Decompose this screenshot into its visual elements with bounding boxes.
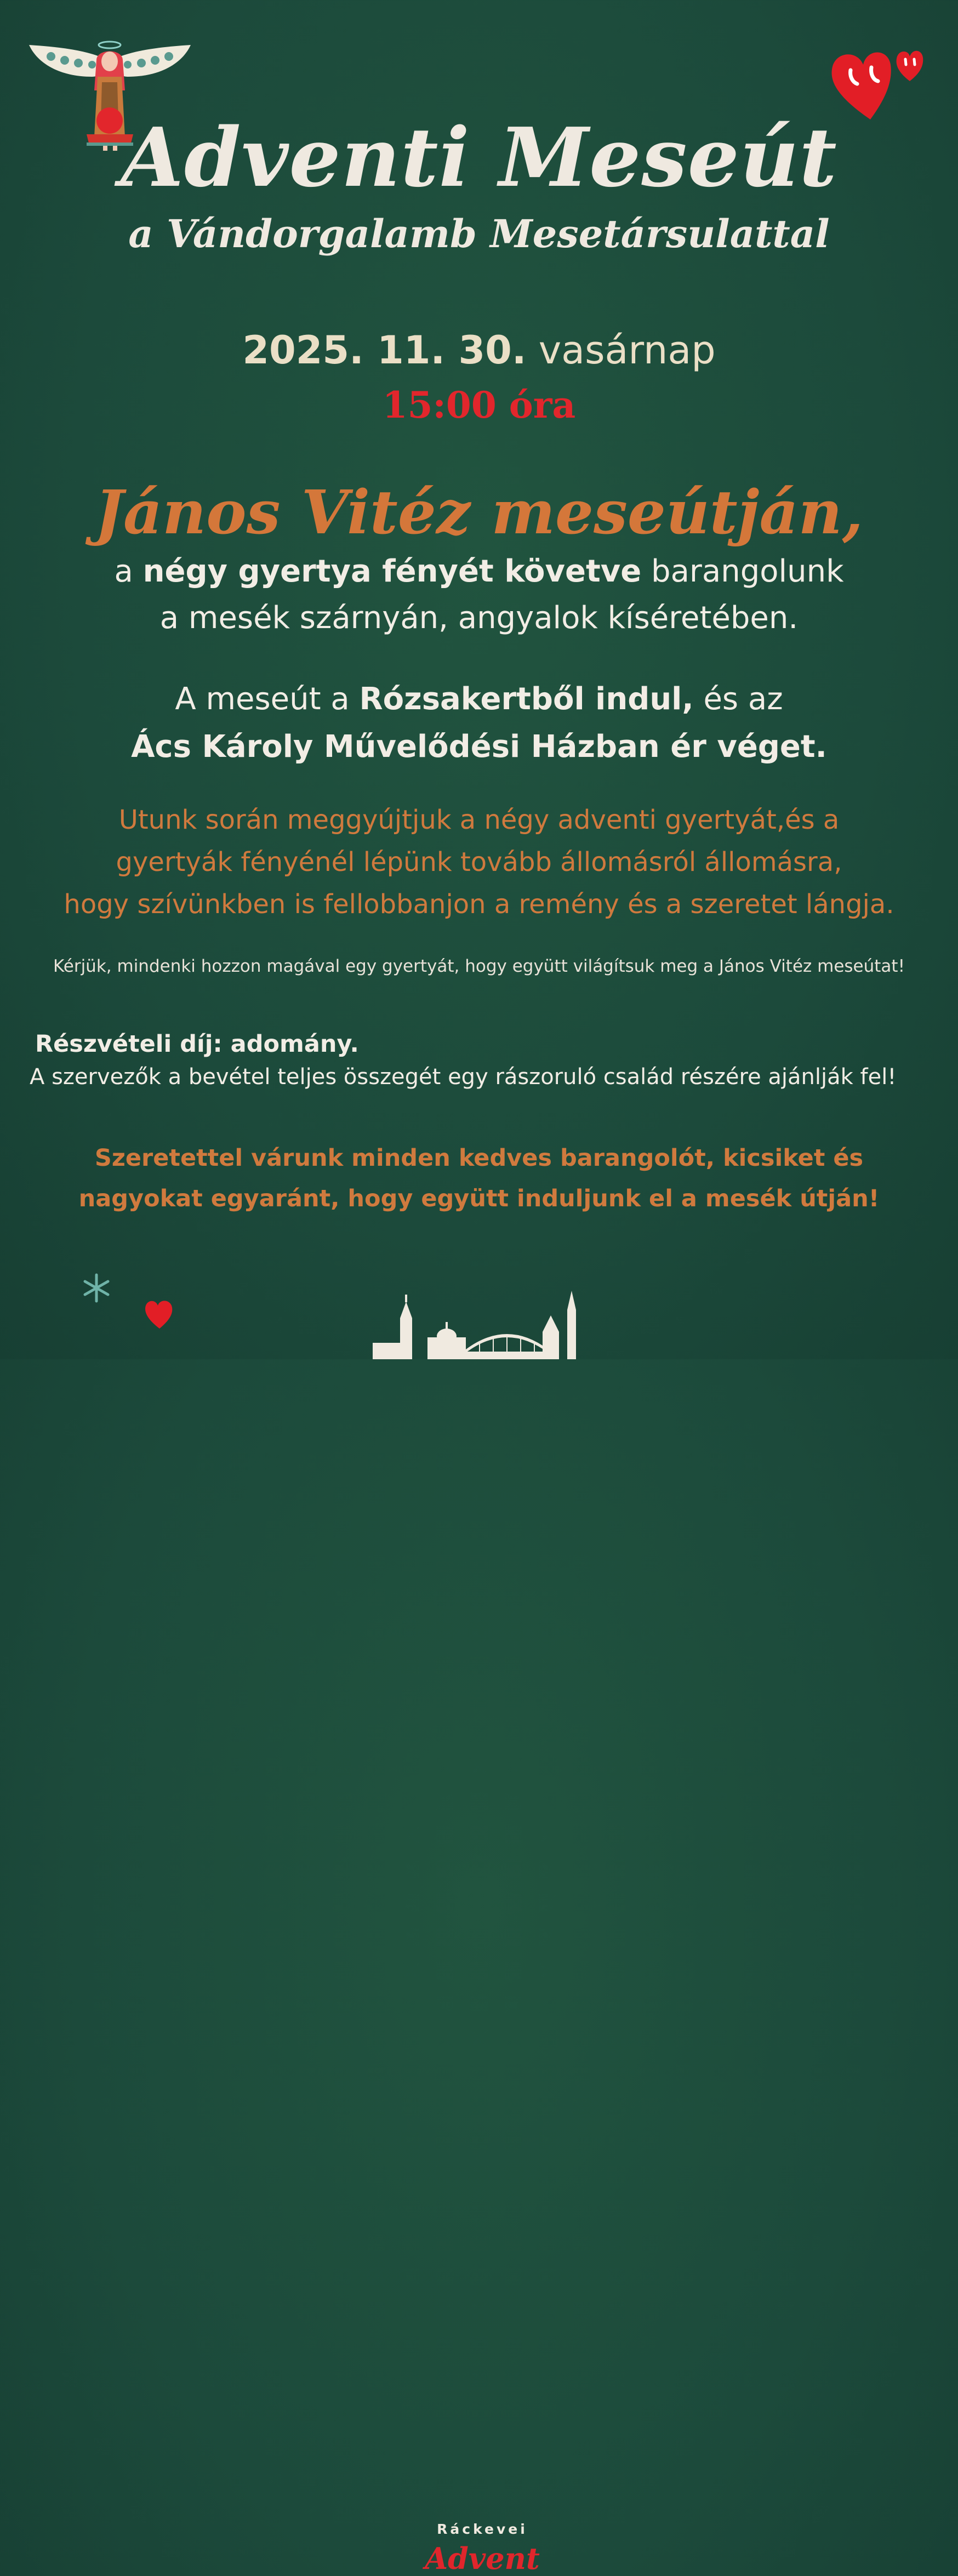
candle-note: Kérjük, mindenki hozzon magával egy gyertyát, hogy együtt világítsuk meg a János Vitéz meseútat! <box>53 956 905 976</box>
route-line-1 <box>0 681 958 717</box>
heart-icon <box>144 1298 175 1330</box>
town-skyline-icon <box>362 1288 603 1359</box>
fee-label: Részvételi díj: adomány. <box>35 1030 359 1058</box>
page-subtitle: a Vándorgalamb Mesetársulattal <box>128 211 830 257</box>
route-end: Ács Károly Művelődési Házban ér véget. <box>131 729 827 765</box>
closing-line-2: nagyokat egyaránt, hogy együtt induljunk el a mesék útján! <box>78 1185 880 1212</box>
closing-line-1: Szeretettel várunk minden kedves barangolót, kicsiket és <box>94 1144 864 1172</box>
rackevei-advent-logo <box>362 1261 603 2576</box>
route-text: A meseút a <box>175 681 360 717</box>
description-text: a <box>114 554 143 589</box>
description-line-1 <box>0 554 958 589</box>
event-weekday: vasárnap <box>538 328 716 373</box>
journey-line-2: gyertyák fényénél lépünk tovább állomásról állomásra, <box>116 847 842 877</box>
route-text: és az <box>693 681 783 717</box>
snowflake-icon <box>81 1273 112 1303</box>
event-time: 15:00 óra <box>382 384 576 426</box>
page-title: Adventi Meseút <box>121 110 837 205</box>
logo-big-text: Advent <box>425 2541 540 2576</box>
event-date-line <box>0 328 958 373</box>
journey-line-1: Utunk során meggyújtjuk a négy adventi gyertyát,és a <box>118 805 840 835</box>
logo-small-text: Ráckevei <box>437 2521 528 2537</box>
description-bold: négy gyertya fényét követve <box>142 554 642 589</box>
route-line-2 <box>0 729 958 765</box>
fee-text: A szervezők a bevétel teljes összegét egy rászoruló család részére ajánlják fel! <box>30 1064 897 1090</box>
description-text: barangolunk <box>641 554 844 589</box>
journey-line-3: hogy szívünkben is fellobbanjon a remény és a szeretet lángja. <box>64 889 894 920</box>
event-date: 2025. 11. 30. <box>242 328 527 373</box>
description-line-2: a mesék szárnyán, angyalok kíséretében. <box>159 600 799 636</box>
route-start: Rózsakertből indul, <box>359 681 694 717</box>
headline: János Vitéz meseútján, <box>94 477 864 548</box>
